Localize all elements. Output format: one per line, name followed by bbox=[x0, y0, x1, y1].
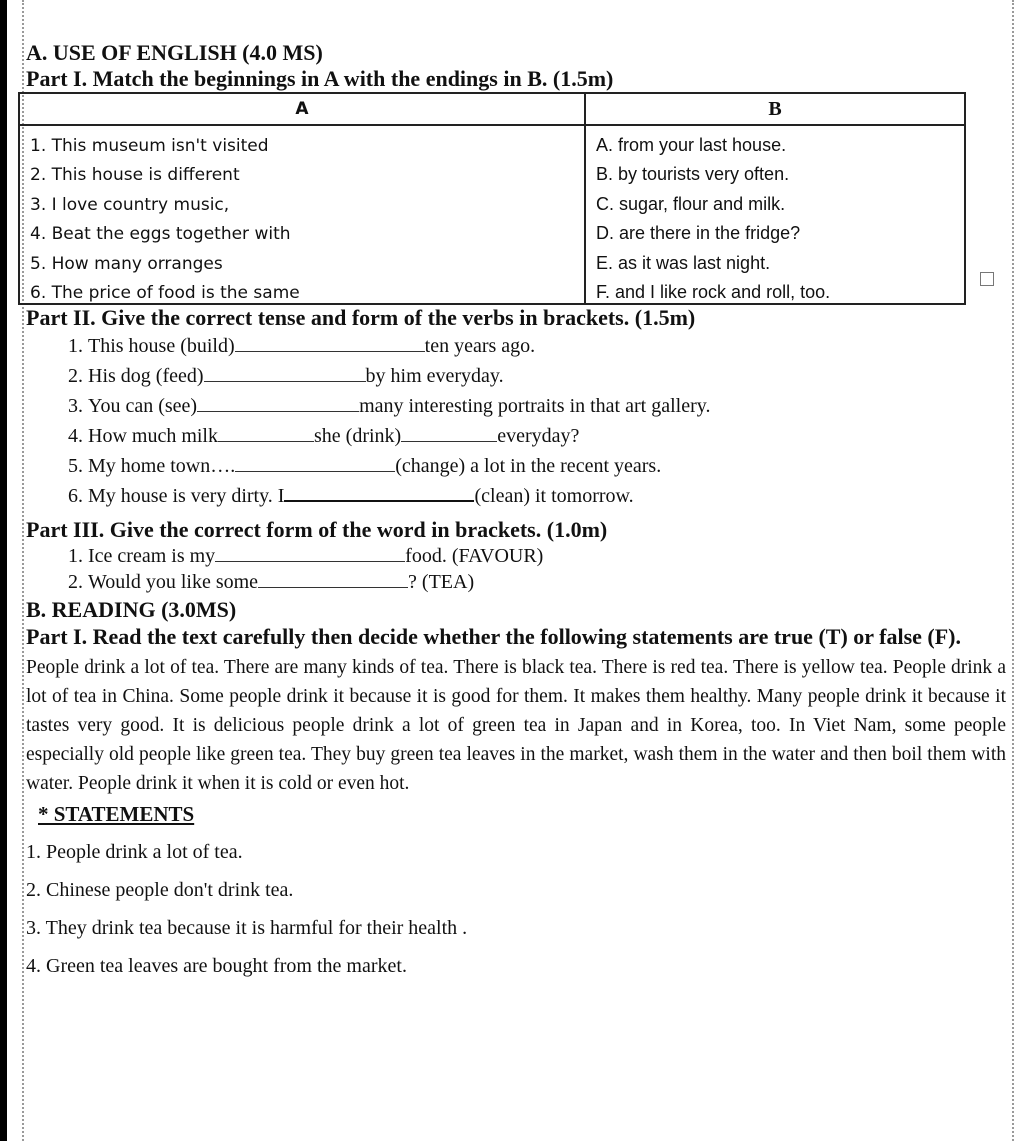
statement-item: 1. People drink a lot of tea. bbox=[26, 841, 243, 863]
item-text: How much milk bbox=[88, 425, 218, 447]
document-page bbox=[26, 40, 1006, 985]
item-text: many interesting portraits in that art gallery. bbox=[359, 395, 711, 417]
item-text: His dog (feed) bbox=[88, 365, 204, 387]
answer-blank[interactable] bbox=[258, 569, 408, 588]
list-item bbox=[88, 421, 1006, 451]
verb-exercise-list bbox=[26, 331, 1006, 511]
list-item bbox=[88, 481, 1006, 511]
reading-part1-title: Part I. Read the text carefully then decide whether the following statements are true (T) or false (F). bbox=[26, 624, 961, 649]
item-text: ten years ago. bbox=[424, 335, 536, 357]
beginning-cell: 1. This museum isn't visited bbox=[19, 125, 585, 156]
table-row bbox=[19, 156, 965, 186]
ending-cell: D. are there in the fridge? bbox=[585, 215, 965, 245]
reading-passage: People drink a lot of tea. There are many kinds of tea. There is black tea. There is red tea. There is yellow tea. People drink a lot of tea in China. Some people drink it because it is good for them. It makes them healthy. Many people drink it because it tastes very good. It is delicious people drink a lot of green tea in Japan and in Korea, too. In Viet Nam, some people especially old people like green tea. They buy green tea leaves in the market, wash them in the water and then boil them with water. People drink it when it is cold or even hot. bbox=[26, 657, 1006, 794]
beginning-cell: 6. The price of food is the same bbox=[19, 274, 585, 305]
statement-item: 3. They drink tea because it is harmful for their health . bbox=[26, 917, 468, 939]
list-item bbox=[88, 543, 1006, 569]
list-item bbox=[88, 331, 1006, 361]
statements-title: * STATEMENTS bbox=[38, 802, 195, 826]
answer-blank[interactable] bbox=[284, 482, 474, 502]
table-row bbox=[19, 244, 965, 274]
margin-guide-right bbox=[1012, 0, 1014, 1141]
item-text: (clean) it tomorrow. bbox=[474, 485, 634, 507]
item-text: ? (TEA) bbox=[408, 571, 475, 593]
list-item bbox=[88, 451, 1006, 481]
table-row bbox=[19, 274, 965, 305]
ending-cell: B. by tourists very often. bbox=[585, 156, 965, 186]
table-row bbox=[19, 185, 965, 215]
item-text: My home town…. bbox=[88, 455, 236, 477]
beginning-cell: 5. How many orranges bbox=[19, 244, 585, 274]
ending-cell: A. from your last house. bbox=[585, 125, 965, 156]
part2-title: Part II. Give the correct tense and form of the verbs in brackets. (1.5m) bbox=[26, 305, 696, 330]
matching-table bbox=[18, 92, 966, 305]
ending-cell: C. sugar, flour and milk. bbox=[585, 185, 965, 215]
answer-blank[interactable] bbox=[197, 393, 359, 412]
statement-item: 4. Green tea leaves are bought from the market. bbox=[26, 955, 407, 977]
column-b-header: B bbox=[585, 93, 965, 125]
beginning-cell: 4. Beat the eggs together with bbox=[19, 215, 585, 245]
column-a-header: A bbox=[19, 93, 585, 125]
item-text: (change) a lot in the recent years. bbox=[395, 455, 662, 477]
section-a-title: A. USE OF ENGLISH (4.0 MS) bbox=[26, 40, 323, 65]
window-edge bbox=[0, 0, 7, 1141]
item-text: You can (see) bbox=[88, 395, 198, 417]
ending-cell: F. and I like rock and roll, too. bbox=[585, 274, 965, 305]
list-item bbox=[88, 361, 1006, 391]
answer-blank[interactable] bbox=[215, 543, 405, 562]
table-row bbox=[19, 125, 965, 156]
section-b-title: B. READING (3.0MS) bbox=[26, 597, 237, 622]
item-text: food. (FAVOUR) bbox=[405, 545, 544, 567]
beginning-cell: 3. I love country music, bbox=[19, 185, 585, 215]
item-text: This house (build) bbox=[88, 335, 235, 357]
table-row bbox=[19, 215, 965, 245]
list-item bbox=[88, 391, 1006, 421]
item-text: My house is very dirty. I bbox=[88, 485, 285, 507]
statement-item: 2. Chinese people don't drink tea. bbox=[26, 879, 294, 901]
ending-cell: E. as it was last night. bbox=[585, 244, 965, 274]
item-text: she (drink) bbox=[314, 425, 402, 447]
item-text: Would you like some bbox=[88, 571, 259, 593]
answer-blank[interactable] bbox=[218, 423, 314, 442]
list-item bbox=[88, 569, 1006, 595]
item-text: by him everyday. bbox=[365, 365, 504, 387]
beginning-cell: 2. This house is different bbox=[19, 156, 585, 186]
part3-title: Part III. Give the correct form of the word in brackets. (1.0m) bbox=[26, 517, 608, 542]
answer-blank[interactable] bbox=[235, 453, 395, 472]
answer-blank[interactable] bbox=[204, 363, 366, 382]
word-form-list bbox=[26, 543, 1006, 595]
answer-blank[interactable] bbox=[235, 333, 425, 352]
part1-title: Part I. Match the beginnings in A with the endings in B. (1.5m) bbox=[26, 66, 614, 91]
item-text: everyday? bbox=[497, 425, 580, 447]
item-text: Ice cream is my bbox=[88, 545, 216, 567]
answer-blank[interactable] bbox=[401, 423, 497, 442]
